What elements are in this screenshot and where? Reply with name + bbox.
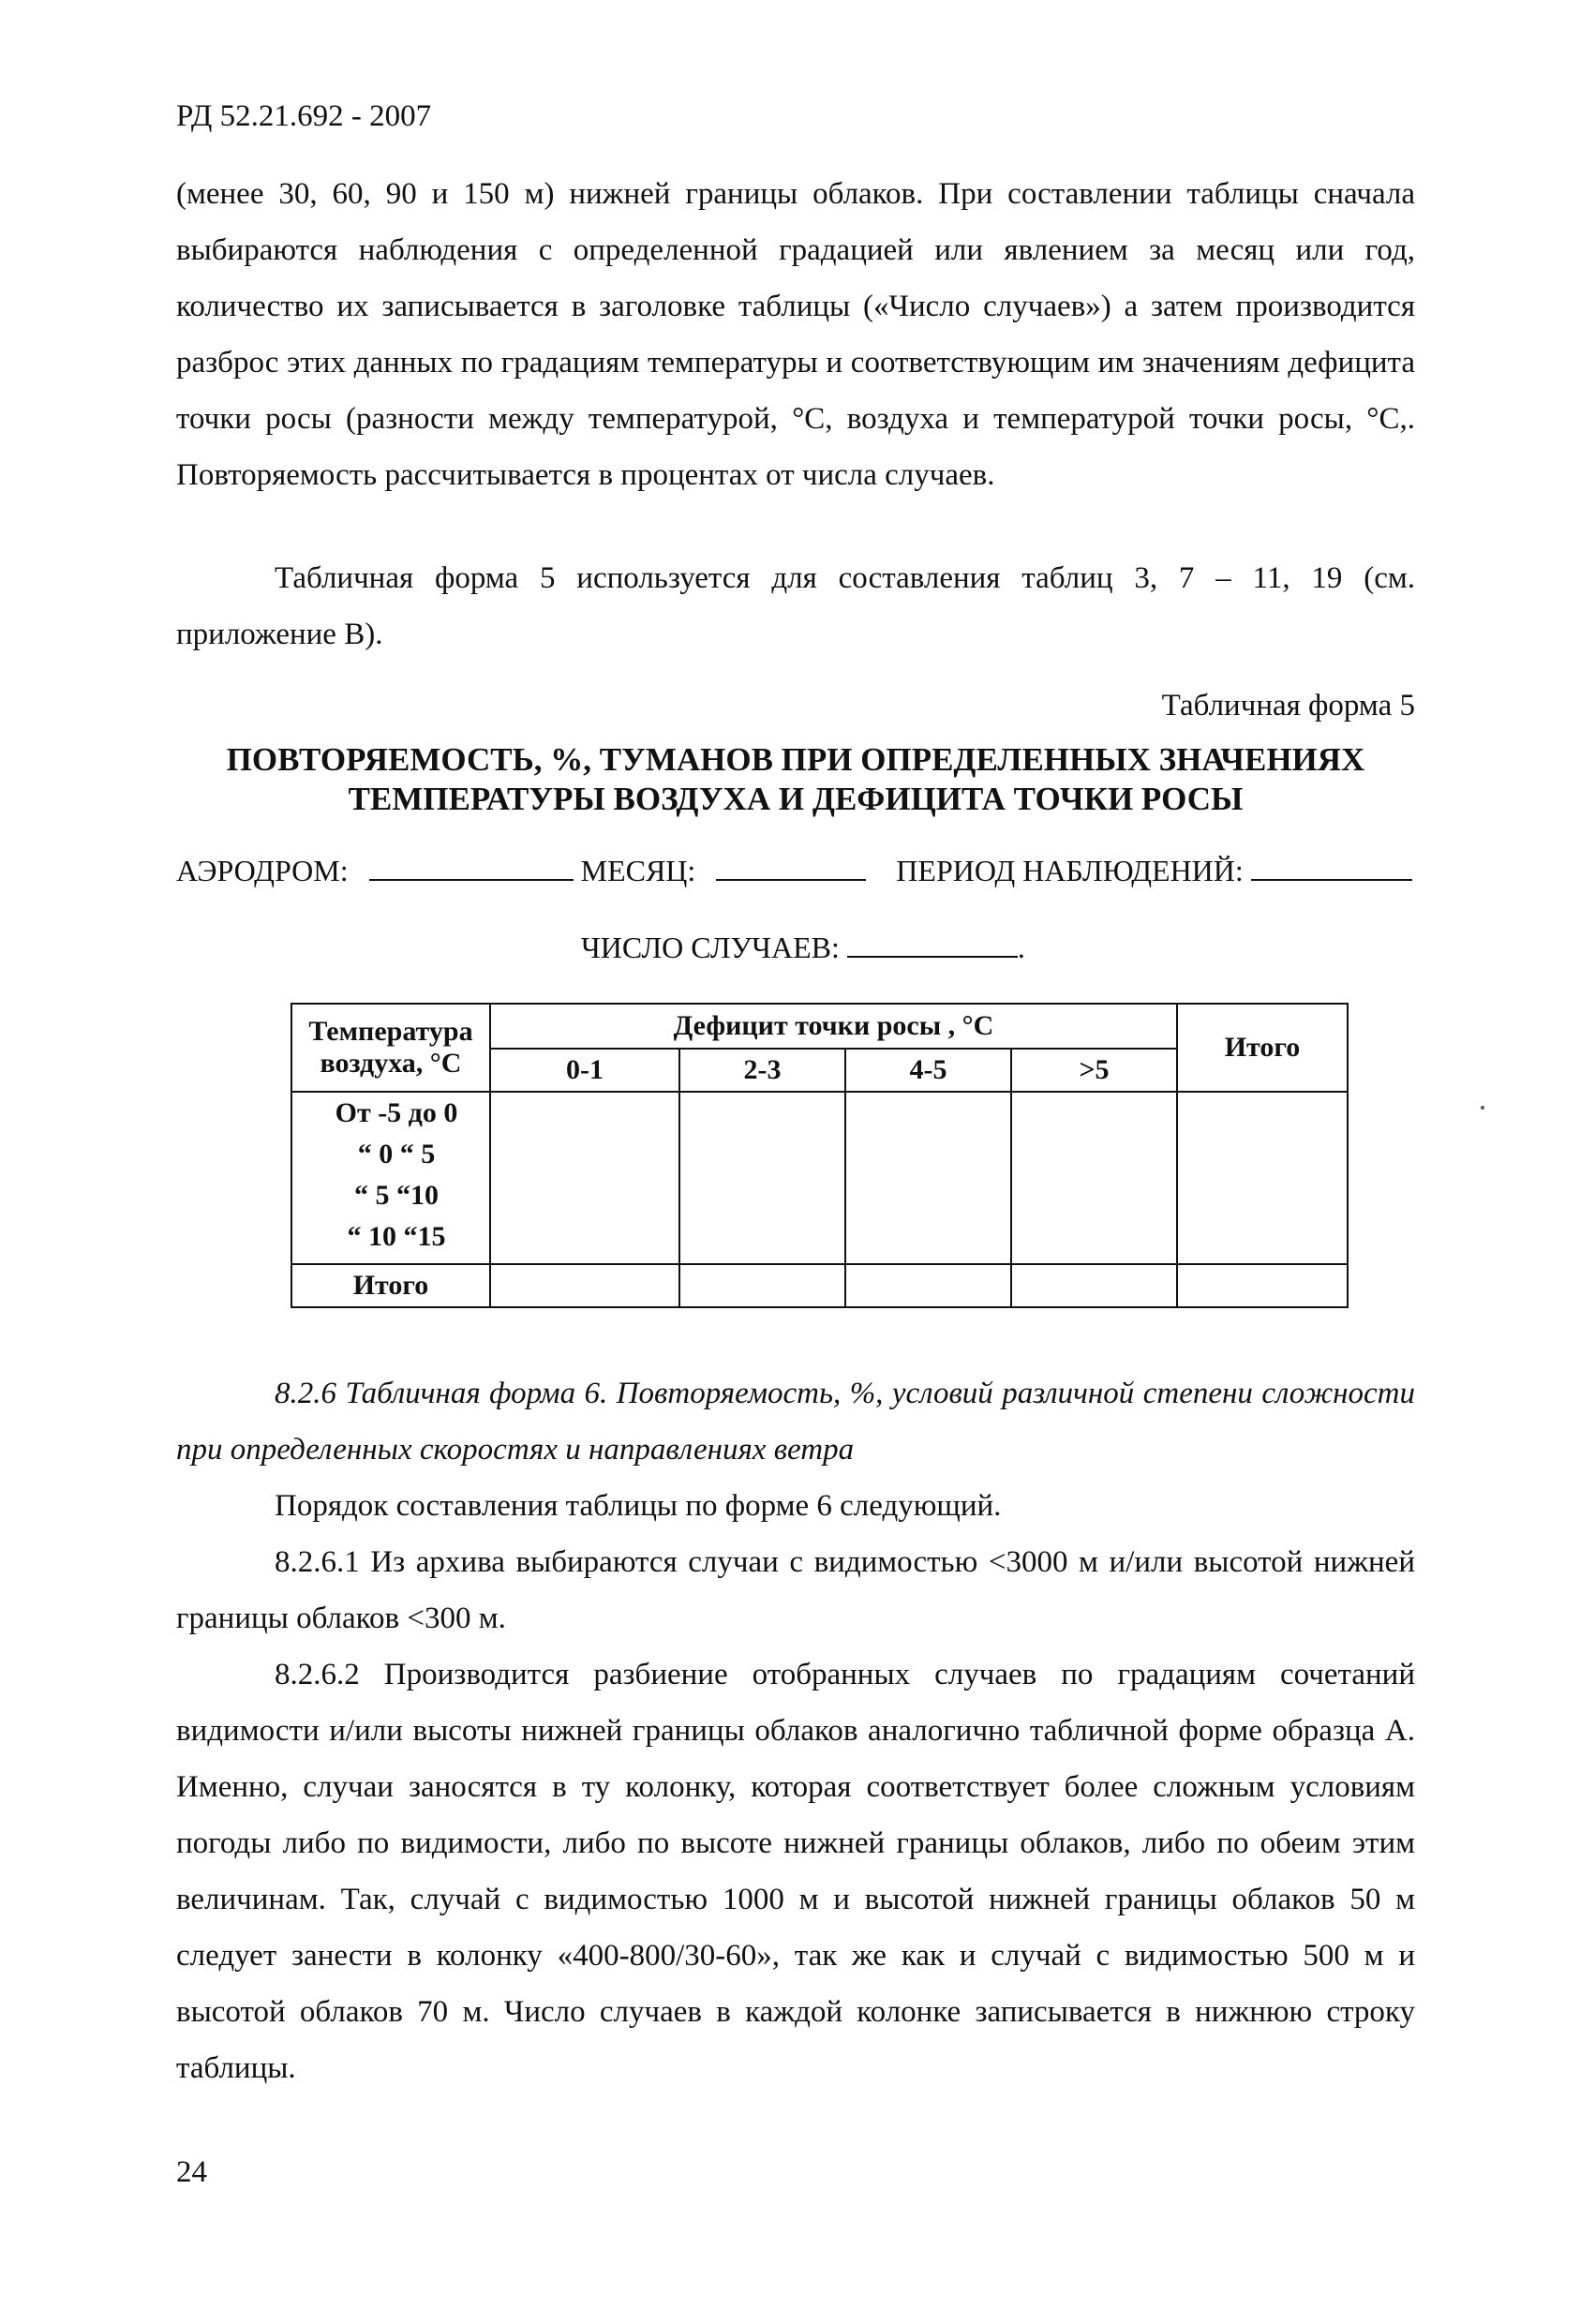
table-cell <box>845 1264 1011 1307</box>
paragraph-8-2-6-2: 8.2.6.2 Производится разбиение отобранных случаев по градациям сочетаний видимости и/или высоты нижней границы облаков аналогично табличной форме образца А. Именно, случаи заносятся в ту колонку, которая соответствует более сложным условиям погоды либо по видимости, либо по высоте нижней границы облаков, либо по обеим этим величинам. Так, случай с видимостью 1000 м и высотой нижней границы облаков 50 м следует занести в колонку «400-800/30-60», так же как и случай с видимостью 500 м и высотой облаков 70 м. Число случаев в каждой колонке записывается в нижнюю строку таблицы. <box>176 1658 1415 2085</box>
section-8-2-6-heading: 8.2.6 Табличная форма 6. Повторяемость, %, условий различной степени сложности при определенных скоростях и направлениях ветра <box>176 1377 1415 1467</box>
temp-range-row: “ 10 “15 <box>347 1221 446 1252</box>
field-month-blank <box>716 853 866 881</box>
total-col-header: Итого <box>1177 1004 1348 1092</box>
page-number: 24 <box>176 2155 207 2189</box>
temp-range-row: “ 5 “10 <box>354 1180 439 1211</box>
temp-range-row: “ 0 “ 5 <box>357 1139 436 1169</box>
table-cell <box>679 1264 845 1307</box>
table-cell <box>1011 1092 1177 1264</box>
deficit-col-3: >5 <box>1011 1049 1177 1092</box>
cases-field: ЧИСЛО СЛУЧАЕВ: . <box>581 931 1025 964</box>
table-cell <box>845 1092 1011 1264</box>
field-cases-blank <box>847 930 1018 958</box>
paragraph-intro: (менее 30, 60, 90 и 150 м) нижней границы облаков. При составлении таблицы сначала выбираются наблюдения с определенной градацией или явлением за месяц или год, количество их записывается в заголовке таблицы («Число случаев») а затем производится разброс этих данных по градациям температуры и соответствующим им значениям дефицита точки росы (разности между температурой, °С, воздуха и температурой точки росы, °С,. Повторяемость рассчитывается в процентах от числа случаев. <box>176 177 1415 492</box>
table-cell <box>1177 1092 1348 1264</box>
field-period-label: ПЕРИОД НАБЛЮДЕНИЙ: <box>896 854 1244 887</box>
field-month-label: МЕСЯЦ: <box>580 854 696 887</box>
form-fields <box>176 853 1412 888</box>
deficit-header: Дефицит точки росы , °С <box>490 1004 1177 1049</box>
deficit-col-1: 2-3 <box>679 1049 845 1092</box>
deficit-col-0: 0-1 <box>490 1049 679 1092</box>
form-title <box>176 740 1415 819</box>
temp-ranges <box>291 1092 490 1264</box>
total-row-label: Итого <box>291 1264 490 1307</box>
field-aerodrome-blank <box>369 853 574 881</box>
scan-speck <box>1481 1106 1484 1110</box>
table-cell <box>1177 1264 1348 1307</box>
field-period-blank <box>1251 853 1412 881</box>
form-label: Табличная форма 5 <box>1161 689 1415 723</box>
table-cell <box>679 1092 845 1264</box>
table-cell <box>490 1092 679 1264</box>
table-cell <box>1011 1264 1177 1307</box>
document-code: РД 52.21.692 - 2007 <box>176 99 432 133</box>
field-aerodrome-label: АЭРОДРОМ: <box>176 854 349 887</box>
paragraph-form5-usage: Табличная форма 5 используется для составления таблиц 3, 7 – 11, 19 (см. приложение В). <box>176 561 1415 651</box>
temp-header <box>291 1004 490 1092</box>
field-cases-label: ЧИСЛО СЛУЧАЕВ: <box>581 931 840 964</box>
temp-header-line-1: Температура <box>308 1016 473 1047</box>
form-title-line-1: ПОВТОРЯЕМОСТЬ, %, ТУМАНОВ ПРИ ОПРЕДЕЛЕННЫХ ЗНАЧЕНИЯХ <box>226 741 1365 778</box>
table-cell <box>490 1264 679 1307</box>
paragraph-order: Порядок составления таблицы по форме 6 следующий. <box>275 1489 1002 1523</box>
temp-range-row: От -5 до 0 <box>335 1097 458 1128</box>
fog-table <box>291 1003 1349 1308</box>
paragraph-8-2-6-1: 8.2.6.1 Из архива выбираются случаи с видимостью <3000 м и/или высотой нижней границы облаков <300 м. <box>176 1545 1415 1635</box>
deficit-col-2: 4-5 <box>845 1049 1011 1092</box>
form-title-line-2: ТЕМПЕРАТУРЫ ВОЗДУХА И ДЕФИЦИТА ТОЧКИ РОСЫ <box>348 781 1244 817</box>
temp-header-line-2: воздуха, °С <box>320 1048 462 1079</box>
